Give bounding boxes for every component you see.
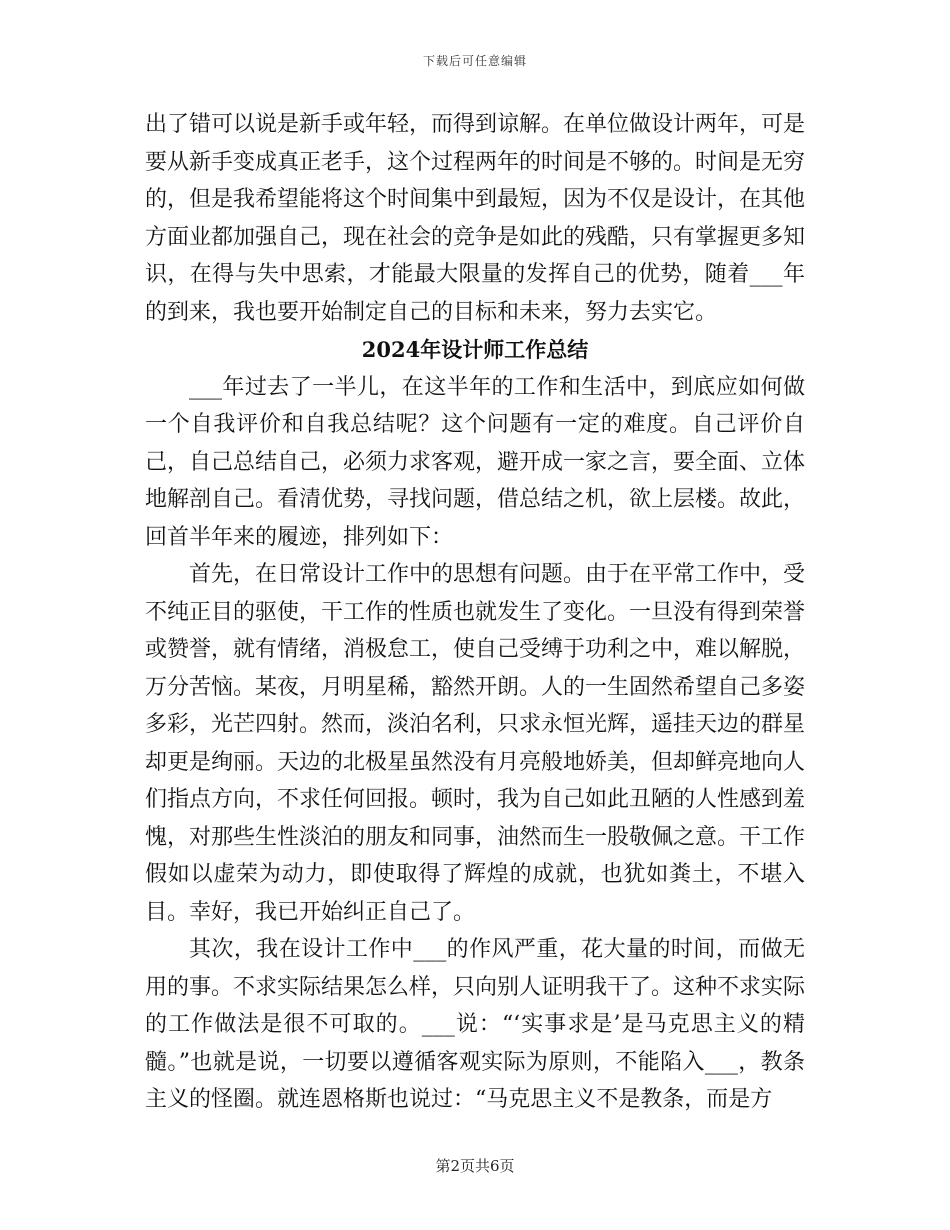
section-title: 2024年设计师工作总结: [361, 337, 589, 362]
page-number: 第2页共6页: [435, 1157, 515, 1175]
paragraph-second-point: 其次，我在设计工作中___的作风严重，花大量的时间，而做无用的事。不求实际结果怎么样，只向别人证明我干了。这种不求实际的工作做法是很不可取的。___说：“‘实事求是’是马克思主义的精髓。”也就是说，一切要以遵循客观实际为原则，不能陷入___，教条主义的怪圈。就连恩格斯也说过：“马克思主义不是教条，而是方: [145, 937, 806, 1112]
paragraph-first-point: 首先，在日常设计工作中的思想有问题。由于在平常工作中，受不纯正目的驱使，干工作的性质也就发生了变化。一旦没有得到荣誉或赞誉，就有情绪，消极怠工，使自己受缚于功利之中，难以解脱，万分苦恼。某夜，月明星稀，豁然开朗。人的一生固然希望自己多姿多彩，光芒四射。然而，淡泊名利，只求永恒光辉，遥挂天边的群星却更是绚丽。天边的北极星虽然没有月亮般地娇美，但却鲜亮地向人们指点方向，不求任何回报。顿时，我为自己如此丑陋的人性感到羞愧，对那些生性淡泊的朋友和同事，油然而生一股敬佩之意。干工作假如以虚荣为动力，即使取得了辉煌的成就，也犹如粪土，不堪入目。幸好，我已开始纠正自己了。: [145, 562, 806, 925]
paragraph-intro: ___年过去了一半儿，在这半年的工作和生活中，到底应如何做一个自我评价和自我总结呢？这个问题有一定的难度。自己评价自己，自己总结自己，必须力求客观，避开成一家之言，要全面、立体地解剖自己。看清优势，寻找问题，借总结之机，欲上层楼。故此，回首半年来的履迹，排列如下：: [145, 374, 806, 550]
document-body: [145, 106, 805, 1119]
page-header: 下载后可任意编辑: [422, 54, 527, 68]
continued-paragraph: 出了错可以说是新手或年轻，而得到谅解。在单位做设计两年，可是要从新手变成真正老手，这个过程两年的时间是不够的。时间是无穷的，但是我希望能将这个时间集中到最短，因为不仅是设计，在其他方面业都加强自己，现在社会的竞争是如此的残酷，只有掌握更多知识，在得与失中思索，才能最大限量的发挥自己的优势，随着___年的到来，我也要开始制定自己的目标和未来，努力去实它。: [145, 112, 806, 325]
